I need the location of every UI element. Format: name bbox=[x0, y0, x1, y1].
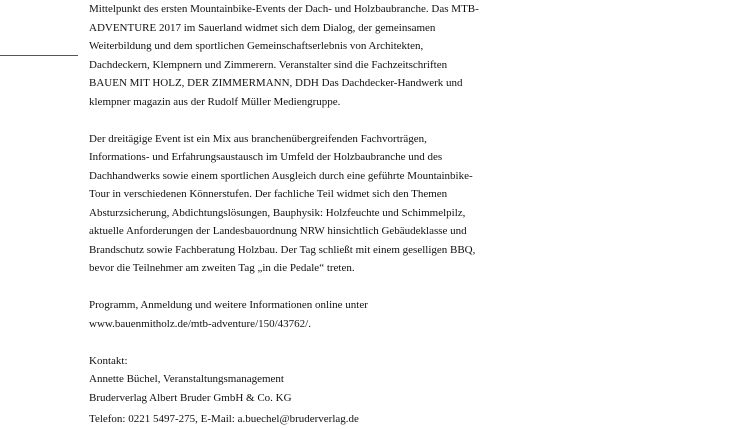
text-line: aktuelle Anforderungen der Landesbauordnung NRW hinsichtlich Gebäudeklasse und bbox=[89, 225, 467, 237]
contact-heading: Kontakt: bbox=[89, 354, 128, 367]
text-line: Dachhandwerks sowie einem sportlichen Ausgleich durch eine geführte Mountainbike- bbox=[89, 169, 473, 182]
text-line: Informations- und Erfahrungsaustausch im Umfeld der Holzbaubranche und des bbox=[89, 151, 443, 163]
contact-phone-email: Telefon: 0221 5497-275, E-Mail: a.buechel@bruderverlag.de bbox=[89, 413, 359, 425]
text-line: Mittelpunkt des ersten Mountainbike-Events der Dach- und Holzbaubranche. Das MTB- bbox=[89, 3, 479, 15]
paragraph-event bbox=[89, 130, 559, 278]
text-line: Dachdeckern, Klempnern und Zimmerern. Veranstalter sind die Fachzeitschriften bbox=[89, 58, 448, 71]
text-line: Der dreitägige Event ist ein Mix aus branchenübergreifenden Fachvorträgen, bbox=[89, 132, 427, 145]
contact-block bbox=[89, 352, 559, 408]
text-line: Programm, Anmeldung und weitere Informationen online unter bbox=[89, 299, 368, 311]
text-line: ADVENTURE 2017 im Sauerland widmet sich dem Dialog, der gemeinsamen bbox=[89, 21, 436, 34]
paragraph-gap bbox=[89, 278, 559, 297]
paragraph-gap bbox=[89, 111, 559, 130]
text-line: klempner magazin aus der Rudolf Müller Mediengruppe. bbox=[89, 95, 341, 108]
text-line: Absturzsicherung, Abdichtungslösungen, Bauphysik: Holzfeuchte und Schimmelpilz, bbox=[89, 206, 466, 219]
contact-company: Bruderverlag Albert Bruder GmbH & Co. KG bbox=[89, 391, 292, 404]
text-line: Tour in verschiedenen Könnerstufen. Der fachliche Teil widmet sich den Themen bbox=[89, 188, 448, 200]
text-line: bevor die Teilnehmer am zweiten Tag „in die Pedale“ treten. bbox=[89, 262, 355, 274]
text-line: Brandschutz sowie Fachberatung Holzbau. Der Tag schließt mit einem geselligen BBQ, bbox=[89, 243, 476, 256]
paragraph-intro bbox=[89, 0, 559, 111]
registration-link[interactable]: www.bauenmitholz.de/mtb-adventure/150/43762/. bbox=[89, 317, 311, 330]
paragraph-gap bbox=[89, 333, 559, 352]
paragraph-registration bbox=[89, 296, 559, 333]
margin-rule bbox=[0, 55, 78, 56]
text-line: BAUEN MIT HOLZ, DER ZIMMERMANN, DDH Das Dachdecker-Handwerk und bbox=[89, 77, 463, 89]
document-body bbox=[89, 0, 559, 425]
contact-name: Annette Büchel, Veranstaltungsmanagement bbox=[89, 373, 284, 385]
text-line: Weiterbildung und dem sportlichen Gemeinschaftserlebnis von Architekten, bbox=[89, 40, 424, 52]
